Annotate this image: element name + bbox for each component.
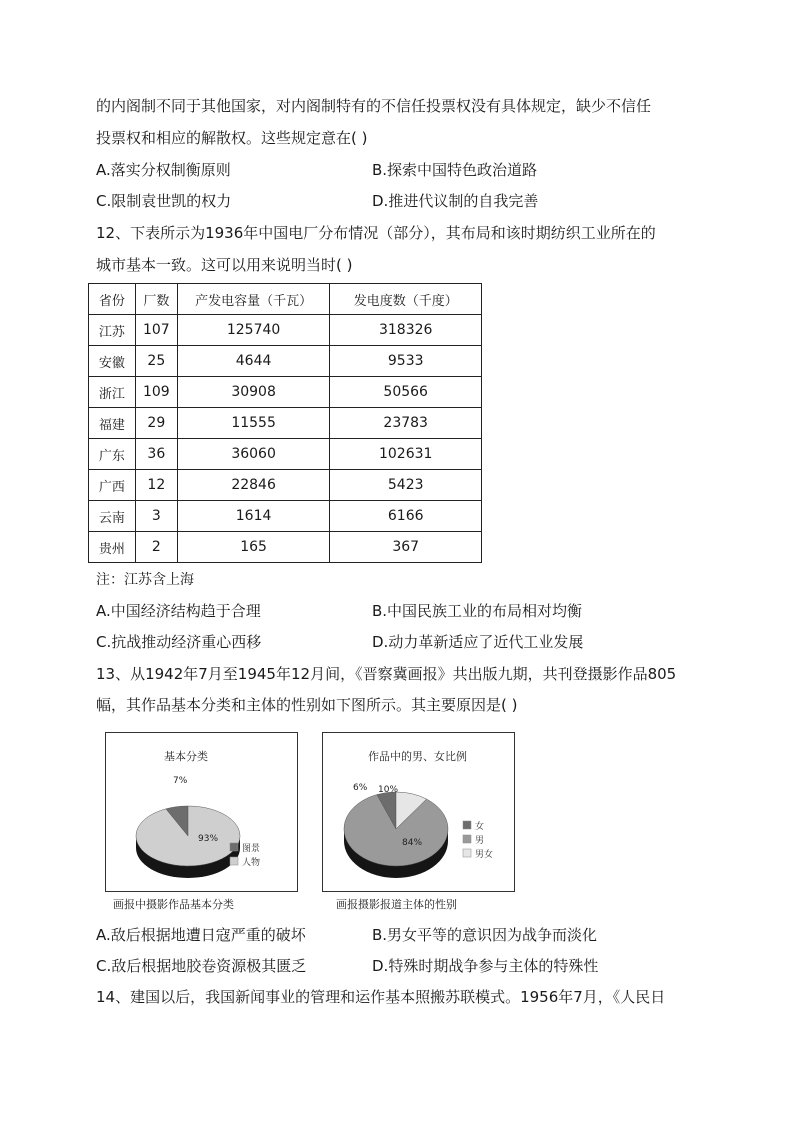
- pie-slice-label: 84%: [402, 838, 423, 848]
- q13-option-b: B.男女平等的意识因为战争而淡化: [372, 926, 598, 944]
- q11-option-b: B.探索中国特色政治道路: [372, 161, 538, 179]
- legend-swatch: [230, 843, 238, 851]
- q11-stem-line1: 的内阁制不同于其他国家，对内阁制特有的不信任投票权没有具体规定，缺少不信任: [96, 97, 652, 115]
- table-cell: 6166: [330, 501, 482, 532]
- power-plant-table: [88, 283, 482, 563]
- table-cell: 107: [135, 315, 177, 346]
- province-cell: 广西: [89, 470, 136, 501]
- category-chart-caption: 画报中摄影作品基本分类: [113, 898, 234, 911]
- q14-stem-line1: 14、建国以后，我国新闻事业的管理和运作基本照搬苏联模式。1956年7月，《人民日: [96, 988, 666, 1006]
- province-cell: 浙江: [89, 377, 136, 408]
- gender-pie-chart: [323, 733, 514, 891]
- table-header-cell: 产发电容量（千瓦）: [177, 284, 330, 315]
- table-cell: 125740: [177, 315, 330, 346]
- legend-swatch: [463, 821, 471, 829]
- table-cell: 25: [135, 346, 177, 377]
- table-row: [89, 377, 482, 408]
- pie-slice: [136, 806, 240, 866]
- q12-stem-line2: 城市基本一致。这可以用来说明当时( ): [96, 256, 353, 274]
- table-cell: 3: [135, 501, 177, 532]
- table-row: [89, 408, 482, 439]
- table-header-cell: 发电度数（千度）: [330, 284, 482, 315]
- q12-stem-line1: 12、下表所示为1936年中国电厂分布情况（部分），其布局和该时期纺织工业所在的: [96, 224, 656, 242]
- q13-option-a: A.敌后根据地遭日寇严重的破坏: [96, 926, 306, 944]
- pie-slice-label: 93%: [198, 834, 219, 844]
- gender-chart-caption: 画报摄影报道主体的性别: [336, 898, 457, 911]
- table-row: [89, 501, 482, 532]
- chart-title: 基本分类: [164, 750, 208, 763]
- province-cell: 贵州: [89, 532, 136, 563]
- table-cell: 109: [135, 377, 177, 408]
- table-note: 注：江苏含上海: [96, 572, 194, 588]
- pie-slice-label: 7%: [173, 776, 188, 786]
- q13-option-d: D.特殊时期战争参与主体的特殊性: [372, 957, 599, 975]
- q12-option-b: B.中国民族工业的布局相对均衡: [372, 602, 583, 620]
- table-row: [89, 470, 482, 501]
- table-cell: 367: [330, 532, 482, 563]
- table-cell: 11555: [177, 408, 330, 439]
- table-header-cell: 省份: [89, 284, 136, 315]
- table-cell: 318326: [330, 315, 482, 346]
- category-chart-panel: [105, 732, 298, 892]
- table-cell: 165: [177, 532, 330, 563]
- province-cell: 江苏: [89, 315, 136, 346]
- legend-swatch: [463, 849, 471, 857]
- q11-option-d: D.推进代议制的自我完善: [372, 192, 539, 210]
- q11-option-a: A.落实分权制衡原则: [96, 161, 231, 179]
- table-cell: 36: [135, 439, 177, 470]
- q13-option-c: C.敌后根据地胶卷资源极其匮乏: [96, 957, 307, 975]
- q13-stem-line2: 幅，其作品基本分类和主体的性别如下图所示。其主要原因是( ): [96, 696, 518, 714]
- table-cell: 1614: [177, 501, 330, 532]
- table-cell: 4644: [177, 346, 330, 377]
- table-cell: 23783: [330, 408, 482, 439]
- table-cell: 5423: [330, 470, 482, 501]
- province-cell: 福建: [89, 408, 136, 439]
- gender-chart-panel: [322, 732, 515, 892]
- legend-label: 男: [475, 836, 485, 846]
- table-cell: 102631: [330, 439, 482, 470]
- pie-slice-label: 6%: [353, 783, 368, 793]
- legend-label: 人物: [242, 858, 261, 868]
- table-header-cell: 厂数: [135, 284, 177, 315]
- province-cell: 安徽: [89, 346, 136, 377]
- legend-swatch: [463, 835, 471, 843]
- legend-swatch: [230, 857, 238, 865]
- table-cell: 29: [135, 408, 177, 439]
- table-row: [89, 532, 482, 563]
- table-cell: 2: [135, 532, 177, 563]
- q12-option-d: D.动力革新适应了近代工业发展: [372, 633, 584, 651]
- province-cell: 广东: [89, 439, 136, 470]
- category-pie-chart: [106, 733, 297, 891]
- chart-title: 作品中的男、女比例: [368, 750, 467, 763]
- province-cell: 云南: [89, 501, 136, 532]
- table-cell: 36060: [177, 439, 330, 470]
- table-header-row: [89, 284, 482, 315]
- table-cell: 12: [135, 470, 177, 501]
- table-row: [89, 346, 482, 377]
- q11-stem-line2: 投票权和相应的解散权。这些规定意在( ): [96, 129, 368, 147]
- table-row: [89, 315, 482, 346]
- q12-option-a: A.中国经济结构趋于合理: [96, 602, 261, 620]
- pie-slice-label: 10%: [378, 785, 399, 795]
- q11-option-c: C.限制袁世凯的权力: [96, 192, 232, 210]
- table-cell: 22846: [177, 470, 330, 501]
- q13-stem-line1: 13、从1942年7月至1945年12月间，《晋察冀画报》共出版九期，共刊登摄影作品805: [96, 665, 677, 683]
- q12-option-c: C.抗战推动经济重心西移: [96, 633, 262, 651]
- table-row: [89, 439, 482, 470]
- legend-label: 图景: [242, 844, 261, 854]
- table-cell: 30908: [177, 377, 330, 408]
- legend-label: 女: [475, 822, 485, 832]
- table-cell: 9533: [330, 346, 482, 377]
- legend-label: 男女: [475, 850, 494, 860]
- table-cell: 50566: [330, 377, 482, 408]
